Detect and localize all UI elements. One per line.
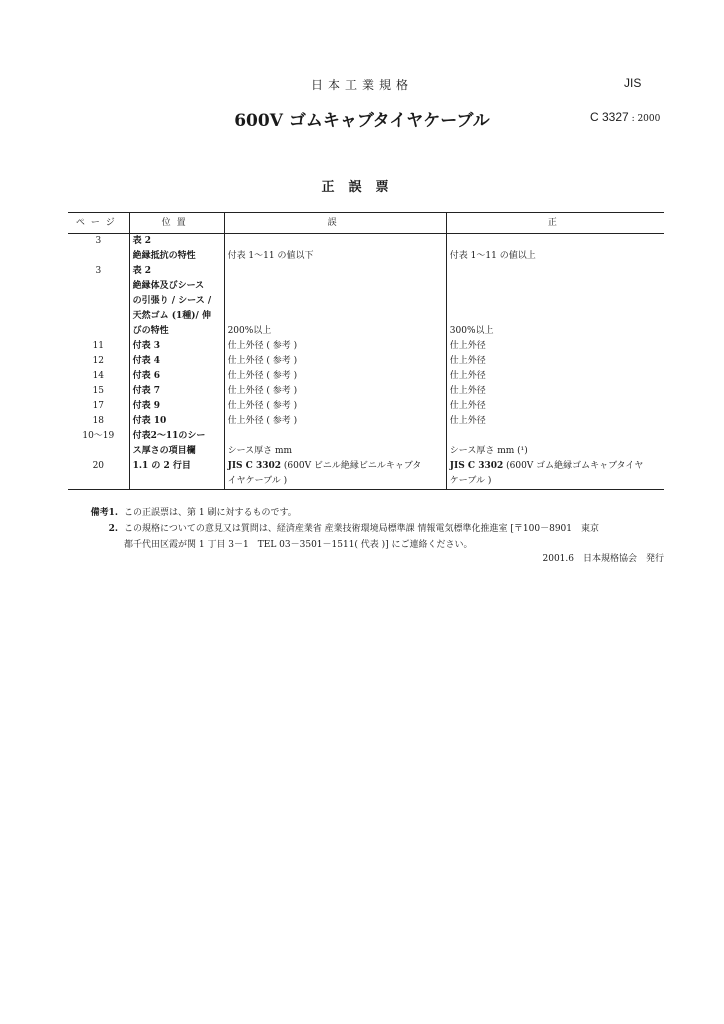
cell-page-text: 15 bbox=[92, 386, 105, 396]
cell-location-text: 絶縁抵抗の特性 bbox=[132, 251, 196, 261]
cell-page bbox=[68, 474, 129, 490]
cell-correct bbox=[446, 384, 664, 399]
cell-error bbox=[224, 264, 446, 279]
cell-error-text: 仕上外径 ( 参考 ) bbox=[227, 401, 298, 411]
col-location-header: 位置 bbox=[129, 213, 224, 234]
cell-page bbox=[68, 264, 129, 279]
table-row bbox=[68, 429, 664, 444]
table-row bbox=[68, 414, 664, 429]
cell-correct-text: 300%以上 bbox=[449, 326, 494, 336]
cell-correct bbox=[446, 429, 664, 444]
table-row bbox=[68, 324, 664, 339]
cell-correct bbox=[446, 399, 664, 414]
note-2-label: 2. bbox=[108, 524, 118, 534]
cell-error-text: 仕上外径 ( 参考 ) bbox=[227, 416, 298, 426]
table-row bbox=[68, 264, 664, 279]
cell-location bbox=[129, 249, 224, 264]
cell-error bbox=[224, 234, 446, 250]
table-row bbox=[68, 384, 664, 399]
cell-correct bbox=[446, 294, 664, 309]
cell-page-text: 3 bbox=[95, 236, 102, 246]
cell-correct bbox=[446, 324, 664, 339]
cell-location bbox=[129, 324, 224, 339]
cell-page bbox=[68, 459, 129, 474]
table-row bbox=[68, 459, 664, 474]
col-error-header: 誤 bbox=[224, 213, 446, 234]
cell-location bbox=[129, 399, 224, 414]
table-row bbox=[68, 279, 664, 294]
table-row bbox=[68, 294, 664, 309]
cell-correct bbox=[446, 369, 664, 384]
cell-error-text: 仕上外径 ( 参考 ) bbox=[227, 341, 298, 351]
cell-location bbox=[129, 234, 224, 250]
cell-page bbox=[68, 354, 129, 369]
cell-page bbox=[68, 399, 129, 414]
col-correct-header: 正 bbox=[446, 213, 664, 234]
cell-page-text: 20 bbox=[92, 461, 105, 471]
cell-error bbox=[224, 294, 446, 309]
cell-location-text: の引張り / シース / bbox=[132, 296, 212, 306]
cell-location bbox=[129, 429, 224, 444]
cell-location bbox=[129, 459, 224, 474]
cell-page bbox=[68, 249, 129, 264]
cell-location-text: 1.1 の 2 行目 bbox=[132, 461, 191, 471]
cell-error bbox=[224, 369, 446, 384]
note-1-label: 備考1. bbox=[90, 508, 118, 518]
cell-location-text: 付表 4 bbox=[132, 356, 161, 366]
cell-page-text: 18 bbox=[92, 416, 105, 426]
cell-page bbox=[68, 369, 129, 384]
cell-page bbox=[68, 444, 129, 459]
table-row bbox=[68, 309, 664, 324]
cell-page-text: 10～19 bbox=[82, 431, 115, 441]
col-page-header: ページ bbox=[68, 213, 129, 234]
notes bbox=[78, 505, 678, 553]
cell-correct bbox=[446, 309, 664, 324]
cell-page bbox=[68, 324, 129, 339]
cell-error-text: 仕上外径 ( 参考 ) bbox=[227, 371, 298, 381]
cell-location bbox=[129, 339, 224, 354]
cell-location-text: 付表 7 bbox=[132, 386, 161, 396]
cell-error bbox=[224, 474, 446, 490]
cell-correct-text: 仕上外径 bbox=[449, 341, 486, 351]
cell-error bbox=[224, 279, 446, 294]
cell-correct-text: 仕上外径 bbox=[449, 401, 486, 411]
jis-label: JIS bbox=[624, 76, 642, 90]
cell-location bbox=[129, 474, 224, 490]
cell-page-text: 17 bbox=[92, 401, 105, 411]
cell-correct-text: 仕上外径 bbox=[449, 386, 486, 396]
cell-error-text: 200%以上 bbox=[227, 326, 272, 336]
cell-correct bbox=[446, 474, 664, 490]
cell-error bbox=[224, 354, 446, 369]
cell-correct bbox=[446, 234, 664, 250]
document-title: 600V ゴムキャブタイヤケーブル bbox=[234, 111, 490, 131]
cell-location bbox=[129, 369, 224, 384]
cell-error bbox=[224, 429, 446, 444]
cell-location bbox=[129, 444, 224, 459]
cell-page bbox=[68, 339, 129, 354]
table-row bbox=[68, 399, 664, 414]
cell-correct bbox=[446, 339, 664, 354]
cell-error-text: 付表 1～11 の値以下 bbox=[227, 251, 314, 261]
cell-page bbox=[68, 384, 129, 399]
cell-correct bbox=[446, 264, 664, 279]
cell-location-text: 付表 10 bbox=[132, 416, 167, 426]
table-row bbox=[68, 444, 664, 459]
table-row bbox=[68, 369, 664, 384]
cell-correct-text: 仕上外径 bbox=[449, 416, 486, 426]
cell-location bbox=[129, 309, 224, 324]
errata-table bbox=[68, 212, 664, 490]
cell-page bbox=[68, 309, 129, 324]
errata-title: 正誤票 bbox=[321, 180, 403, 195]
cell-location-text: 付表 9 bbox=[132, 401, 161, 411]
note-2-text-a: この規格についての意見又は質問は、経済産業省 産業技術環境局標準課 情報電気標準化推進室 [〒100－8901 東京 bbox=[124, 524, 599, 534]
cell-page-text: 3 bbox=[95, 266, 102, 276]
table-row bbox=[68, 354, 664, 369]
cell-location bbox=[129, 384, 224, 399]
cell-error-bold: JIS C 3302 bbox=[227, 461, 282, 471]
cell-page-text: 11 bbox=[92, 341, 105, 351]
cell-error-text: 仕上外径 ( 参考 ) bbox=[227, 356, 298, 366]
cell-location-text: びの特性 bbox=[132, 326, 169, 336]
cell-correct bbox=[446, 414, 664, 429]
cell-page-text: 12 bbox=[92, 356, 105, 366]
table-row bbox=[68, 474, 664, 490]
cell-page-text: 14 bbox=[92, 371, 105, 381]
cell-location-text: 付表 3 bbox=[132, 341, 161, 351]
cell-correct-text: シース厚さ mm (¹) bbox=[449, 446, 528, 456]
cell-error bbox=[224, 459, 446, 474]
table-row bbox=[68, 339, 664, 354]
cell-location-text: 絶縁体及びシース bbox=[132, 281, 205, 291]
cell-location-text: 表 2 bbox=[132, 266, 152, 276]
cell-correct bbox=[446, 459, 664, 474]
cell-correct bbox=[446, 249, 664, 264]
cell-error bbox=[224, 339, 446, 354]
note-2-text-b: 都千代田区霞が関 1 丁目 3－1 TEL 03－3501－1511( 代表 )] にご連絡ください。 bbox=[124, 540, 473, 550]
cell-error-text: (600V ビニル絶縁ビニルキャブタ bbox=[281, 461, 422, 471]
table-row bbox=[68, 249, 664, 264]
cell-error-text: イヤケーブル ) bbox=[227, 476, 288, 486]
standard-code-number: C 3327 bbox=[590, 110, 629, 124]
cell-location bbox=[129, 414, 224, 429]
cell-location bbox=[129, 294, 224, 309]
cell-location bbox=[129, 264, 224, 279]
cell-location bbox=[129, 354, 224, 369]
cell-location-text: 表 2 bbox=[132, 236, 152, 246]
cell-correct bbox=[446, 279, 664, 294]
cell-correct-text: ケーブル ) bbox=[449, 476, 492, 486]
cell-page bbox=[68, 234, 129, 250]
errata-header-row bbox=[68, 213, 664, 234]
cell-location-text: 付表 6 bbox=[132, 371, 161, 381]
cell-error bbox=[224, 384, 446, 399]
standard-year: : 2000 bbox=[628, 114, 661, 124]
cell-correct-text: 仕上外径 bbox=[449, 356, 486, 366]
cell-error bbox=[224, 309, 446, 324]
cell-page bbox=[68, 429, 129, 444]
note-1 bbox=[78, 505, 678, 521]
cell-correct-text: (600V ゴム絶縁ゴムキャブタイヤ bbox=[503, 461, 644, 471]
note-1-text: この正誤票は、第 1 刷に対するものです。 bbox=[124, 508, 297, 518]
cell-location-text: ス厚さの項目欄 bbox=[132, 446, 196, 456]
issue-line: 2001.6 日本規格協会 発行 bbox=[542, 554, 664, 564]
cell-correct bbox=[446, 444, 664, 459]
standard-label: 日本工業規格 bbox=[310, 78, 413, 92]
cell-correct-bold: JIS C 3302 bbox=[449, 461, 504, 471]
cell-error bbox=[224, 444, 446, 459]
cell-page bbox=[68, 279, 129, 294]
cell-location-text: 天然ゴム (1種)/ 伸 bbox=[132, 311, 211, 321]
cell-error bbox=[224, 324, 446, 339]
cell-error bbox=[224, 249, 446, 264]
cell-page bbox=[68, 294, 129, 309]
cell-correct-text: 仕上外径 bbox=[449, 371, 486, 381]
cell-location-text: 付表2～11のシー bbox=[132, 431, 206, 441]
cell-error bbox=[224, 399, 446, 414]
standard-code bbox=[590, 110, 660, 124]
cell-location bbox=[129, 279, 224, 294]
table-row bbox=[68, 234, 664, 250]
cell-error bbox=[224, 414, 446, 429]
cell-error-text: 仕上外径 ( 参考 ) bbox=[227, 386, 298, 396]
cell-page bbox=[68, 414, 129, 429]
note-2 bbox=[78, 521, 678, 537]
cell-error-text: シース厚さ mm bbox=[227, 446, 293, 456]
cell-correct bbox=[446, 354, 664, 369]
cell-correct-text: 付表 1～11 の値以上 bbox=[449, 251, 536, 261]
